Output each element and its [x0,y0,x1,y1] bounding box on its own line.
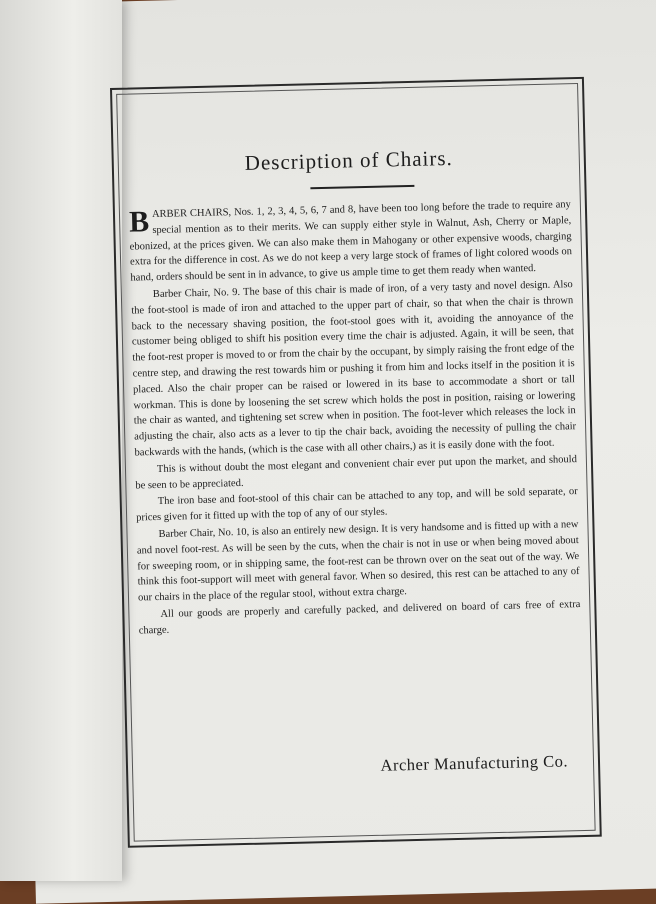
paragraph-chair-10: Barber Chair, No. 10, is also an entirely new design. It is very handsome and is fitted up with a new and novel foot-rest. As will be seen by the cuts, when the chair is not in use or when being moved about for sweeping room, or in shipping same, the foot-rest can be thrown over on the seat out of the way. We think this foot-support will meet with general favor. When so desired, this rest can be attached to any of our chairs in the place of the regular stool, without extra charge. [136,519,580,604]
paragraph-elegant: This is without doubt the most elegant and convenient chair ever put upon the market, and should be seen to be appreciated. [135,453,578,492]
intro-text: ARBER CHAIRS, Nos. 1, 2, 3, 4, 5, 6, 7 and 8, have been too long before the trade to require any special mention as to their merits. We can supply either style in Walnut, Ash, Cherry or Maple, ebonized, at the prices given. We can also make them in Mahogany or other expensive woods, charging extra for the difference in cost. As we do not keep a very large stock of frames of light colored woods on hand, orders should be sent in in advance, to give us ample time to get them ready when wanted. [129,199,573,284]
paragraph-chair-9: Barber Chair, No. 9. The base of this chair is made of iron, of a very tasty and novel design. Also the foot-stool is made of iron and attached to the upper part of chair, so that when the chair is thrown back to the necessary shaving position, the foot-stool goes with it, avoiding the annoyance of the customer being obliged to shift his position every time the chair is adjusted. Again, it will be seen, that the foot-rest proper is moved to or from the chair by the occupant, by simply raising the front edge of the centre step, and drawing the rest towards him or pushing it from him and locks itself in the position it is placed. Also the chair proper can be raised or lowered in its base to accommodate a short or tall workman. This is done by loosening the set screw which holds the post in position, raising or lowering the chair as wanted, and tightening set screw when in position. The foot-lever which releases the lock in adjusting the chair, also acts as a lever to tip the chair back, avoiding the necessity of pulling the chair backwards with the hands, (which is the case with all other chairs,) as it is easily done with the foot. [131,279,577,459]
page-title: Description of Chairs. [244,145,454,175]
description-text [129,197,581,640]
drop-cap: B [128,205,150,239]
company-signature: Archer Manufacturing Co. [380,751,569,775]
intro-paragraph [129,197,573,286]
facing-page-edge [0,0,122,881]
catalog-page-border [110,77,602,848]
title-rule [310,185,414,189]
paragraph-packing: All our goods are properly and carefully packed, and delivered on board of cars free of extra charge. [138,598,581,637]
paragraph-iron-base: The iron base and foot-stool of this chair can be attached to any top, and will be sold separate, or prices given for it fitted up with the top of any of our styles. [136,486,578,524]
